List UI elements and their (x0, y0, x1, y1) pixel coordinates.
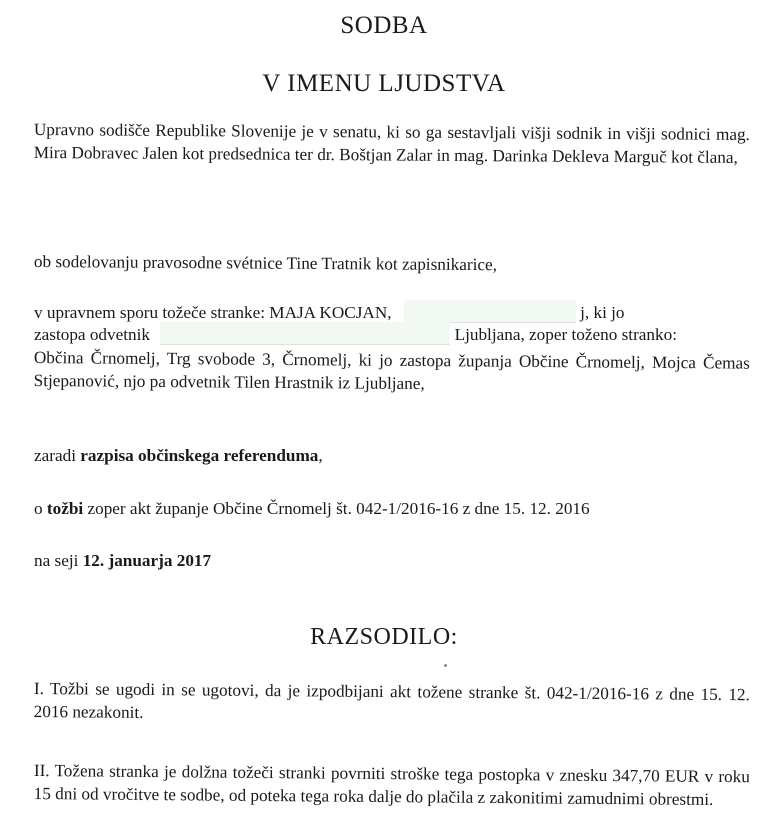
defendant-text: Občina Črnomelj, Trg svobode 3, Črnomelj, ki jo zastopa županja Občine Črnomelj, Mojca Čemas Stjepanović, njo pa odvetnik Tilen Hrastnik iz Ljubljane, (33, 347, 750, 394)
session-bold: 12. januarja 2017 (82, 551, 212, 570)
lawsuit-line: o tožbi zoper akt županje Občine Črnomelj št. 042-1/2016-16 z dne 15. 12. 2016 (34, 499, 590, 518)
reason-bold: razpisa občinskega referenduma (80, 446, 319, 465)
lawsuit-bold: tožbi (46, 499, 84, 518)
ruling-item-1: I. Tožbi se ugodi in se ugotovi, da je izpodbijani akt tožene stranke št. 042-1/2016-16 z dne 15. 12. 2016 nezakonit. (33, 678, 750, 722)
document-subtitle: V IMENU LJUDSTVA (262, 70, 506, 97)
attorney-text: zastopa odvetnik (34, 325, 150, 344)
ruling-heading: RAZSODILO: (310, 624, 458, 650)
document-title: SODBA (340, 12, 428, 39)
plaintiff-text: v upravnem sporu tožeče stranke: MAJA KOCJAN, (34, 303, 392, 322)
recorder-paragraph: ob sodelovanju pravosodne svétnice Tine Tratnik kot zapisnikarice, (33, 251, 498, 275)
reason-line: zaradi razpisa občinskega referenduma, (34, 446, 323, 465)
court-composition-paragraph: Upravno sodišče Republike Slovenije je v senatu, ki so ga sestavljali višji sodnik in višji sodnici mag. Mira Dobravec Jalen kot predsednica ter dr. Boštjan Zalar in mag. Darinka Dekleva Marguč kot člana, (33, 119, 750, 167)
plaintiff-text-end: j, ki jo (580, 303, 625, 322)
redacted-address (404, 300, 576, 323)
session-line: na seji 12. januarja 2017 (34, 551, 212, 570)
attorney-text-end: Ljubljana, zoper toženo stranko: (454, 325, 677, 344)
ruling-item-2: II. Tožena stranka je dolžna tožeči stranki povrniti stroške tega postopka v znesku 347,70 EUR v roku 15 dni od vročitve te sodbe, od poteka tega roka dalje do plačila z zakonitimi zamudnimi obrestmi. (33, 760, 750, 809)
redacted-attorney (160, 322, 450, 345)
scan-smudge (444, 664, 447, 667)
